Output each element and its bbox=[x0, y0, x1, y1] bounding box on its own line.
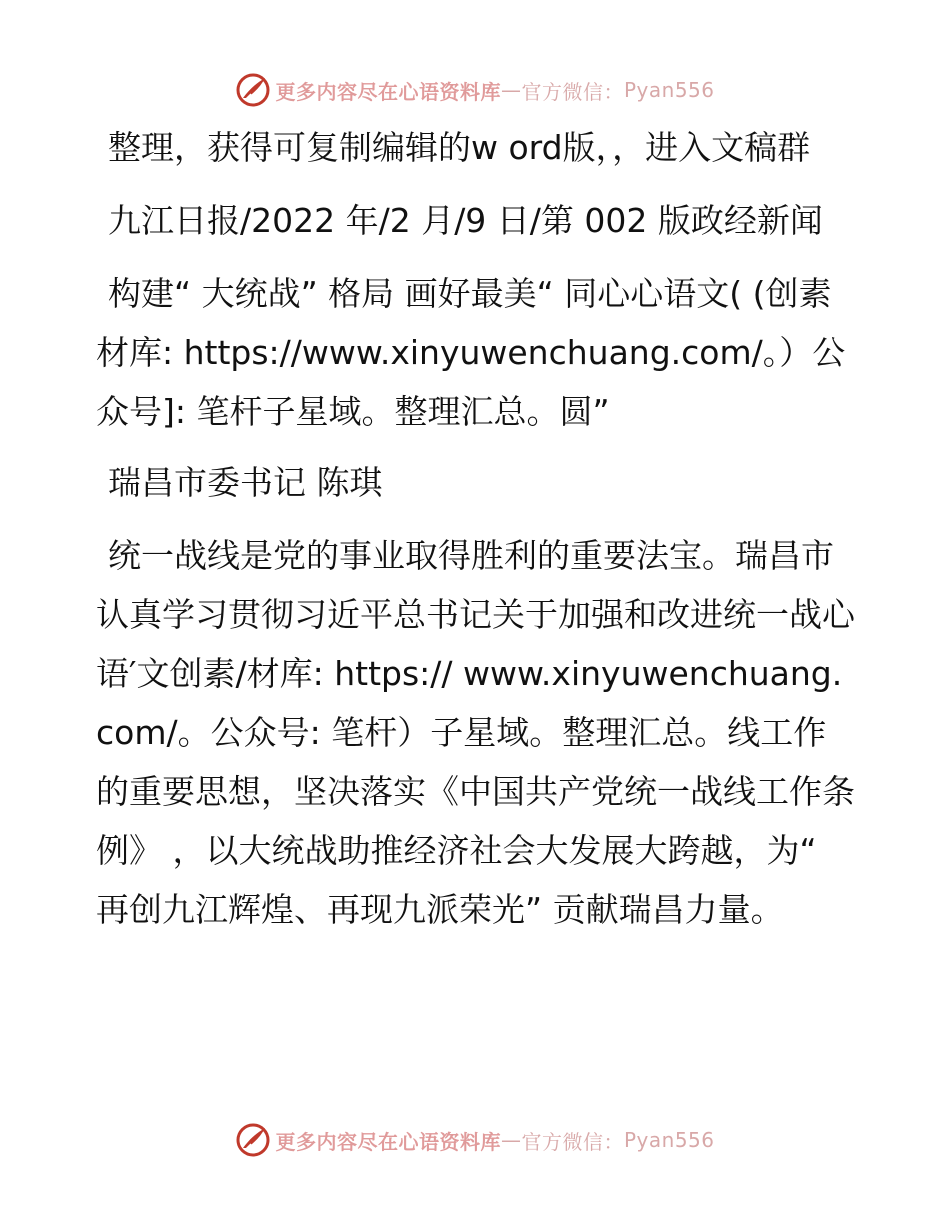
banner-text-main: 更多内容尽在心语资料库 bbox=[275, 1129, 501, 1154]
banner-separator: — bbox=[500, 78, 522, 102]
paragraph-intro: 整理，获得可复制编辑的w ord版，，进入文稿群 bbox=[108, 128, 811, 167]
paragraph-source: 九江日报/2022 年/2 月/9 日/第 002 版政经新闻 bbox=[108, 201, 823, 240]
paragraph-body: 统一战线是党的事业取得胜利的重要法宝。瑞昌市认真学习贯彻习近平总书记关于加强和改进统一战心语′文创素/材库: https:// www.xinyuwenchuang.com/。公众号: 笔杆）子星域。整理汇总。线工作的重要思想，坚决落实《中国共产党统一战线工作条例》 ，以大统战助推经济社会大发展大跨越，为“ 再创九江辉煌、再现九派荣光” 贡献瑞昌力量。 bbox=[96, 536, 855, 929]
quill-logo-icon bbox=[235, 72, 271, 108]
header-watermark-banner bbox=[0, 70, 950, 110]
banner-separator: — bbox=[500, 1128, 522, 1152]
banner-official-label: 官方微信： bbox=[521, 79, 624, 104]
footer-watermark-banner bbox=[0, 1120, 950, 1160]
banner-official-label: 官方微信： bbox=[521, 1129, 624, 1154]
banner-text-main: 更多内容尽在心语资料库 bbox=[275, 79, 501, 104]
paragraph-author: 瑞昌市委书记 陈琪 bbox=[108, 463, 383, 502]
quill-logo-icon bbox=[235, 1122, 271, 1158]
banner-wechat-id: Pyan556 bbox=[623, 78, 715, 102]
document-body bbox=[96, 118, 856, 953]
banner-wechat-id: Pyan556 bbox=[623, 1128, 715, 1152]
paragraph-headline: 构建“ 大统战” 格局 画好最美“ 同心心语文( (创素材库: https://www.xinyuwenchuang.com/。）公众号]: 笔杆子星域。整理汇总。圆” bbox=[96, 274, 846, 431]
